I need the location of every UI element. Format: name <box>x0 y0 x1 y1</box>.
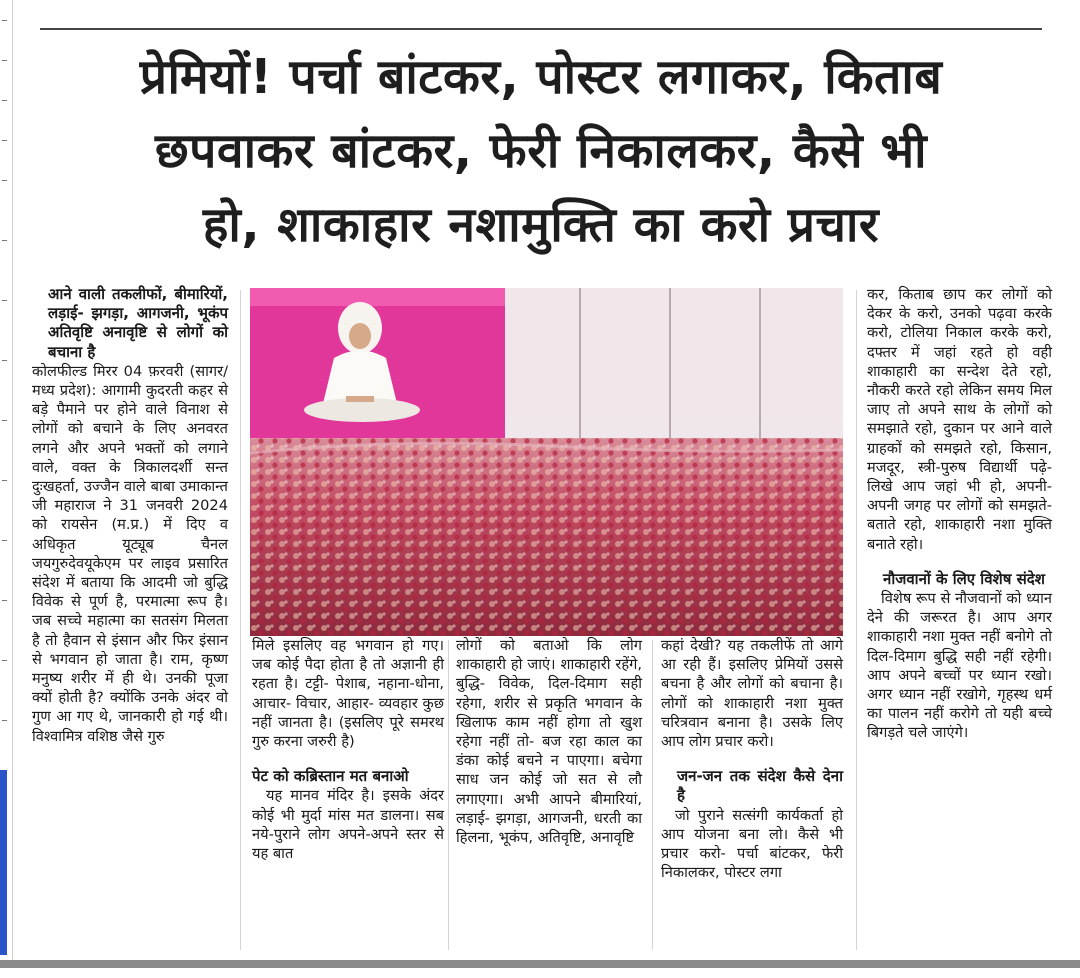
headline-line-3: हो, शाकाहार नशामुक्ति का करो प्रचार <box>202 197 880 253</box>
column-3 <box>456 636 642 847</box>
headline <box>40 40 1042 262</box>
column-2 <box>252 636 444 863</box>
col4-subheading: जन-जन तक संदेश कैसे देना है <box>677 767 843 805</box>
column-divider <box>652 640 653 950</box>
bottom-rule <box>0 960 1080 968</box>
column-5 <box>867 285 1052 743</box>
column-4 <box>661 636 843 882</box>
col1-subheading: आने वाली तकलीफों, बीमारियों, लड़ाई- झगड़ा, आगजनी, भूकंप अतिवृष्टि अनावृष्टि से लोगों को बचाना है <box>48 285 228 361</box>
event-photo-graphic <box>250 288 843 636</box>
event-photo <box>250 288 843 636</box>
col2-subheading: पेट को कब्रिस्तान मत बनाओ <box>252 767 409 786</box>
col2-body-2: यह मानव मंदिर है। इसके अंदर कोई भी मुर्दा मांस मत डालना। सब नये-पुराने लोग अपने-अपने स्तर से यह बात <box>252 787 444 863</box>
adjacent-page-blue-strip <box>0 770 7 955</box>
col2-body: मिले इसलिए वह भगवान हो गए। जब कोई पैदा होता है तो अज्ञानी ही रहता है। टट्टी- पेशाब, नहाना-धोना, आचार- विचार, आहार- व्यवहार कुछ नहीं जानता है। (इसलिए पूरे समरथ गुरु करना जरुरी है) <box>252 637 444 751</box>
col5-body: कर, किताब छाप कर लोगों को देकर के करो, उनको पढ़वा करके करो, टोलिया निकाल करके करो, दफ्तर में जहां रहते हो वही शाकाहारी का सन्देश देते रहो, नौकरी करते रहो लेकिन समय मिल जाए तो अपने साथ के लोगों को समझाते रहो, दुकान पर आने वाले ग्राहकों को समझते रहो, किसान, मजदूर, स्त्री-पुरुष विद्यार्थी पढ़े-लिखे आप जहां भी हो, अपनी-अपनी जगह पर लोगों को समझते-बताते रहो, शाकाहारी नशा मुक्ति बनाते रहो। <box>867 286 1052 553</box>
top-rule <box>40 28 1042 30</box>
col4-body-2: जो पुराने सत्संगी कार्यकर्ता हो आप योजना बना लो। कैसे भी प्रचार करो- पर्चा बांटकर, फेरी निकालकर, पोस्टर लगा <box>661 806 843 882</box>
column-1 <box>32 285 228 746</box>
col3-body: लोगों को बताओ कि लोग शाकाहारी हो जाएं। शाकाहारी रहेंगे, बुद्धि- विवेक, दिल-दिमाग सही रहेगा, शरीर से प्रकृति भगवान के खिलाफ काम नहीं होगा तो खुश रहेगा नहीं तो- बज रहा काल का डंका कोई बचने न पाएगा। बचेगा साध जन कोई जो सत से लौ लगाएगा। अभी आपने बीमारियां, लड़ाई- झगड़ा, आगजनी, धरती का हिलना, भूकंप, अतिवृष्टि, अनावृष्टि <box>456 637 642 847</box>
column-divider <box>856 290 857 950</box>
col5-body-2: विशेष रूप से नौजवानों को ध्यान देने की जरूरत है। आप अगर शाकाहारी नशा मुक्त नहीं बनोगे तो दिल-दिमाग बुद्धि सही नहीं रहेगी। आप अपने बच्चों पर ध्यान रखो। अगर ध्यान नहीं रखोगे, गृहस्थ धर्म का पालन नहीं करोगे तो यही बच्चे बिगड़ते चले जाएंगे। <box>867 590 1052 742</box>
col1-body: कोलफील्ड मिरर 04 फ़रवरी (सागर/मध्य प्रदेश): आगामी कुदरती कहर से बड़े पैमाने पर होने वाले विनाश से लोगों को बचाने के लिए अनवरत लगने और अपने भक्तों को लगाने वाले, वक्त के त्रिकालदर्शी सन्त दुःखहर्ता, उज्जैन वाले बाबा उमाकान्त जी महाराज ने 31 जनवरी 2024 को रायसेन (म.प्र.) में दिए व अधिकृत यूट्यूब चैनल जयगुरुदेवयूकेएम पर लाइव प्रसारित संदेश में बताया कि आदमी जो बुद्धि विवेक से पूर्ण है, परमात्मा रूप है। जब सच्चे महात्मा का सतसंग मिलता है तो हैवान से इंसान और फिर इंसान से भगवान हो जाता है। राम, कृष्ण मनुष्य शरीर में ही थे। उनकी पूजा क्यों होती है? क्योंकि उनके अंदर वो गुण आ गए थे, जानकारी हो गई थी। विश्वामित्र वशिष्ठ जैसे गुरु <box>32 362 228 745</box>
column-divider <box>448 640 449 950</box>
headline-line-1: प्रेमियों! पर्चा बांटकर, पोस्टर लगाकर, किताब <box>139 49 943 105</box>
headline-line-2: छपवाकर बांटकर, फेरी निकालकर, कैसे भी <box>154 123 928 179</box>
col5-subheading: नौजवानों के लिए विशेष संदेश <box>883 569 1045 588</box>
column-divider <box>240 290 241 950</box>
col4-body: कहां देखी? यह तकलीफें तो आगे आ रही हैं। इसलिए प्रेमियों उससे बचना है और लोगों को बचाना है। लोगों को शाकाहारी नशा मुक्त चरित्रवान बनाना है। उसके लिए आप लोग प्रचार करो। <box>661 637 843 751</box>
